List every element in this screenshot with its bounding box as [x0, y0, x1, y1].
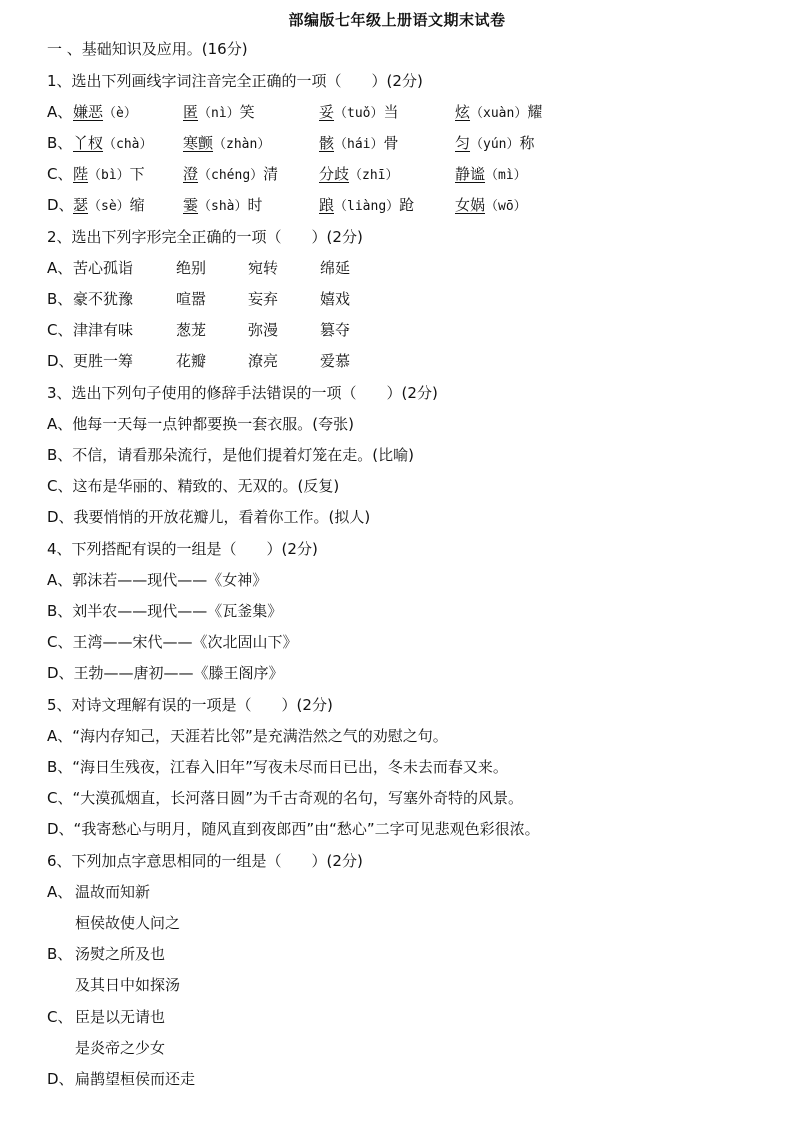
question-3-stem: 3、选出下列句子使用的修辞手法错误的一项（ ）(2分) [47, 384, 438, 402]
word: 弥漫 [248, 321, 279, 339]
word: 妄弃 [248, 290, 279, 308]
option-label: B、 [47, 290, 73, 308]
word: 苦心孤诣 [73, 259, 134, 277]
q6-option-b [47, 943, 787, 965]
option-label: D、 [47, 1070, 74, 1088]
word: 葱茏 [176, 321, 207, 339]
pinyin-item: 骸（hái）骨 [319, 134, 399, 152]
word: 津津有味 [73, 321, 134, 339]
q4-option-a: A、郭沫若——现代——《女神》 [47, 571, 268, 589]
word: 宛转 [248, 259, 279, 277]
word: 篡夺 [320, 321, 351, 339]
option-label: D、 [47, 196, 74, 214]
q4-option-d: D、王勃——唐初——《滕王阁序》 [47, 664, 284, 682]
q4-option-c: C、王湾——宋代——《次北固山下》 [47, 633, 298, 651]
q2-option-a [47, 257, 787, 279]
q5-option-a: A、“海内存知己，天涯若比邻”是充满浩然之气的劝慰之句。 [47, 727, 448, 745]
word: 更胜一筹 [73, 352, 134, 370]
pinyin-item: 匿（nì）笑 [183, 103, 255, 121]
pinyin-item: 丫杈（chà） [73, 134, 153, 152]
question-1-stem: 1、选出下列画线字词注音完全正确的一项（ ）(2分) [47, 72, 423, 90]
pinyin-item: 嫌恶（è） [73, 103, 137, 121]
option-label: B、 [47, 134, 73, 152]
q3-option-d: D、我要悄悄的开放花瓣儿，看着你工作。(拟人) [47, 508, 371, 526]
word: 花瓣 [176, 352, 207, 370]
q3-option-c: C、这布是华丽的、精致的、无双的。(反复) [47, 477, 340, 495]
q1-option-d [47, 194, 787, 216]
q6-option-a-line2: 桓侯故使人问之 [75, 914, 181, 932]
pinyin-item: 瑟（sè）缩 [73, 196, 145, 214]
word: 爱慕 [320, 352, 351, 370]
question-5-stem: 5、对诗文理解有误的一项是（ ）(2分) [47, 696, 333, 714]
question-4-stem: 4、下列搭配有误的一组是（ ）(2分) [47, 540, 318, 558]
option-label: D、 [47, 352, 74, 370]
q2-option-b [47, 288, 787, 310]
q6-option-a [47, 881, 787, 903]
q1-option-b [47, 132, 787, 154]
q6-option-b-line2: 及其日中如探汤 [75, 976, 181, 994]
option-label: C、 [47, 1008, 73, 1026]
section-heading: 一 、基础知识及应用。(16分) [47, 40, 248, 58]
pinyin-item: 妥（tuǒ）当 [319, 103, 399, 121]
q2-option-d [47, 350, 787, 372]
word: 绝别 [176, 259, 207, 277]
option-label: A、 [47, 259, 73, 277]
q2-option-c [47, 319, 787, 341]
word: 潦亮 [248, 352, 279, 370]
question-2-stem: 2、选出下列字形完全正确的一项（ ）(2分) [47, 228, 363, 246]
q5-option-b: B、“海日生残夜，江春入旧年”写夜未尽而日已出，冬未去而春又来。 [47, 758, 508, 776]
pinyin-item: 女娲（wō） [455, 196, 527, 214]
pinyin-item: 分歧（zhī） [319, 165, 399, 183]
pinyin-item: 陛（bì）下 [73, 165, 145, 183]
word: 绵延 [320, 259, 351, 277]
q6-option-d [47, 1068, 787, 1090]
q1-option-a [47, 101, 787, 123]
option-label: C、 [47, 165, 73, 183]
q6-option-c [47, 1006, 787, 1028]
option-label: A、 [47, 883, 73, 901]
word: 豪不犹豫 [73, 290, 134, 308]
question-6-stem: 6、下列加点字意思相同的一组是（ ）(2分) [47, 852, 363, 870]
q5-option-d: D、“我寄愁心与明月，随风直到夜郎西”由“愁心”二字可见悲观色彩很浓。 [47, 820, 540, 838]
pinyin-item: 霎（shà）时 [183, 196, 263, 214]
option-line: 汤熨之所及也 [75, 945, 166, 963]
pinyin-item: 炫（xuàn）耀 [455, 103, 543, 121]
option-label: A、 [47, 103, 73, 121]
pinyin-item: 寒颤（zhàn） [183, 134, 271, 152]
word: 嬉戏 [320, 290, 351, 308]
option-label: B、 [47, 945, 73, 963]
q4-option-b: B、刘半农——现代——《瓦釜集》 [47, 602, 283, 620]
word: 喧嚣 [176, 290, 207, 308]
option-label: C、 [47, 321, 73, 339]
pinyin-item: 匀（yún）称 [455, 134, 535, 152]
pinyin-item: 澄（chéng）清 [183, 165, 279, 183]
q3-option-b: B、不信，请看那朵流行，是他们提着灯笼在走。(比喻) [47, 446, 414, 464]
option-line: 温故而知新 [75, 883, 151, 901]
q1-option-c [47, 163, 787, 185]
pinyin-item: 静谧（mì） [455, 165, 527, 183]
option-line: 扁鹊望桓侯而还走 [75, 1070, 196, 1088]
option-line: 臣是以无请也 [75, 1008, 166, 1026]
q6-option-c-line2: 是炎帝之少女 [75, 1039, 166, 1057]
page-title: 部编版七年级上册语文期末试卷 [288, 11, 506, 29]
q3-option-a: A、他每一天每一点钟都要换一套衣服。(夸张) [47, 415, 354, 433]
q5-option-c: C、“大漠孤烟直，长河落日圆”为千古奇观的名句，写塞外奇特的风景。 [47, 789, 524, 807]
pinyin-item: 踉（liàng）跄 [319, 196, 415, 214]
